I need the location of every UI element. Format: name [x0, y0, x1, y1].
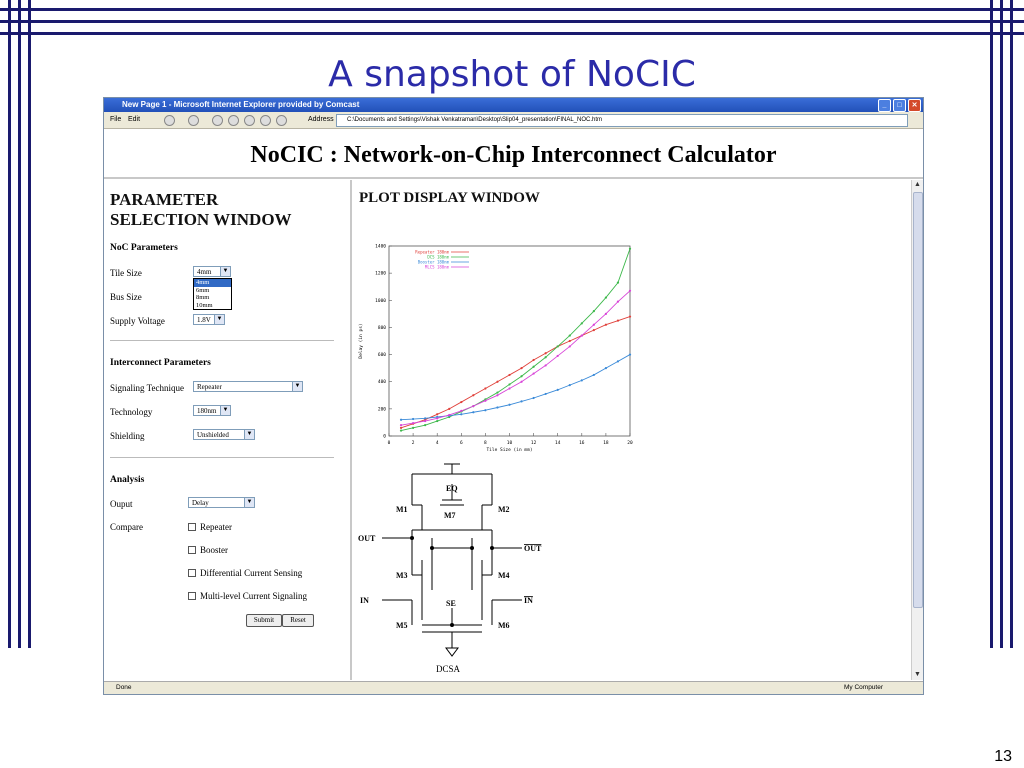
- plot-title: PLOT DISPLAY WINDOW: [359, 190, 540, 206]
- close-button[interactable]: ✕: [908, 99, 921, 112]
- data-point: [472, 394, 474, 396]
- data-point: [460, 401, 462, 403]
- data-point: [533, 359, 535, 361]
- data-point: [593, 324, 595, 326]
- back-icon[interactable]: [164, 115, 175, 126]
- x-tick-label: 14: [554, 441, 561, 446]
- data-point: [508, 374, 510, 376]
- shielding-select[interactable]: [193, 429, 255, 440]
- dropdown-option[interactable]: 10mm: [196, 301, 213, 309]
- window-title: New Page 1 - Microsoft Internet Explorer provided by Comcast: [122, 100, 360, 109]
- circuit-label-in-bar: IN: [524, 596, 533, 605]
- data-point: [533, 397, 535, 399]
- circuit-label-m3: M3: [396, 571, 408, 580]
- supply-voltage-label: Supply Voltage: [110, 316, 165, 326]
- y-tick-label: 400: [377, 380, 386, 386]
- slide-title: A snapshot of NoCIC: [328, 54, 696, 95]
- data-point: [569, 334, 571, 336]
- data-point: [412, 422, 414, 424]
- data-point: [484, 400, 486, 402]
- data-point: [400, 424, 402, 426]
- data-point: [496, 394, 498, 396]
- data-point: [436, 417, 438, 419]
- circuit-label-se: SE: [446, 599, 456, 608]
- browser-titlebar: [104, 98, 923, 112]
- data-point: [520, 381, 522, 383]
- output-label: Ouput: [110, 499, 133, 509]
- chevron-down-icon: ▼: [220, 267, 230, 276]
- data-point: [496, 406, 498, 408]
- y-axis-label: Delay (in ps): [359, 323, 364, 359]
- data-point: [629, 290, 631, 292]
- technology-value: 180nm: [197, 407, 217, 415]
- data-point: [581, 322, 583, 324]
- data-point: [545, 393, 547, 395]
- checkbox-booster-label: Booster: [200, 545, 228, 555]
- y-tick-label: 800: [377, 325, 386, 331]
- data-point: [581, 379, 583, 381]
- data-point: [617, 282, 619, 284]
- data-point: [629, 248, 631, 250]
- data-point: [605, 313, 607, 315]
- data-point: [557, 345, 559, 347]
- circuit-label-out-bar: OUT: [524, 544, 542, 553]
- checkbox-mlcs-label: Multi-level Current Signaling: [200, 591, 307, 601]
- checkbox-dcs[interactable]: [188, 569, 196, 577]
- data-point: [436, 413, 438, 415]
- x-tick-label: 10: [506, 441, 513, 446]
- technology-select[interactable]: [193, 405, 231, 416]
- data-point: [617, 360, 619, 362]
- data-point: [460, 413, 462, 415]
- browser-toolbar: [104, 112, 923, 129]
- legend-entry: MLCS 180nm: [424, 264, 449, 270]
- supply-voltage-select[interactable]: [193, 314, 225, 325]
- data-point: [484, 409, 486, 411]
- plot-frame: [389, 246, 630, 436]
- dropdown-option[interactable]: 8mm: [196, 294, 210, 301]
- forward-icon[interactable]: [188, 115, 199, 126]
- x-tick-label: 16: [579, 441, 585, 446]
- y-tick-label: 0: [383, 434, 386, 440]
- data-point: [605, 324, 607, 326]
- dropdown-option[interactable]: 6mm: [196, 286, 210, 294]
- circuit-label-m6: M6: [498, 621, 510, 630]
- x-tick-label: 8: [484, 441, 487, 446]
- refresh-icon[interactable]: [228, 115, 239, 126]
- data-point: [581, 334, 583, 336]
- left-title-1: PARAMETER: [110, 190, 219, 209]
- signaling-select[interactable]: [193, 381, 303, 392]
- data-point: [569, 345, 571, 347]
- data-point: [424, 420, 426, 422]
- data-point: [545, 352, 547, 354]
- data-point: [508, 387, 510, 389]
- data-point: [508, 404, 510, 406]
- history-icon[interactable]: [276, 115, 287, 126]
- data-point: [436, 420, 438, 422]
- circuit-label-m1: M1: [396, 505, 408, 514]
- data-point: [520, 367, 522, 369]
- data-point: [617, 301, 619, 303]
- address-label: Address: [308, 116, 334, 123]
- data-point: [448, 414, 450, 416]
- data-point: [496, 391, 498, 393]
- scroll-thumb[interactable]: [913, 192, 923, 608]
- noc-heading: NoC Parameters: [110, 243, 178, 253]
- x-axis-label: Tile Size (in mm): [486, 448, 533, 453]
- maximize-button[interactable]: □: [893, 99, 906, 112]
- circuit-label-eq: EQ: [446, 484, 458, 493]
- data-point: [593, 310, 595, 312]
- status-text: Done: [116, 684, 132, 691]
- tile-size-dropdown: [193, 278, 232, 310]
- signaling-value: Repeater: [197, 383, 222, 391]
- output-value: Delay: [192, 499, 209, 507]
- bus-size-label: Bus Size: [110, 292, 142, 302]
- data-point: [496, 381, 498, 383]
- data-point: [545, 356, 547, 358]
- circuit-label-m2: M2: [498, 505, 510, 514]
- scroll-up-icon[interactable]: ▲: [914, 181, 921, 188]
- series-line: [401, 291, 630, 425]
- parameter-pane: [104, 180, 352, 680]
- checkbox-mlcs[interactable]: [188, 592, 196, 600]
- left-title-2: SELECTION WINDOW: [110, 210, 292, 229]
- y-tick-label: 1000: [375, 298, 386, 304]
- chevron-down-icon: ▼: [292, 382, 302, 391]
- submit-button[interactable]: Submit: [246, 614, 282, 627]
- technology-label: Technology: [110, 407, 153, 417]
- y-tick-label: 600: [377, 353, 386, 359]
- analysis-heading: Analysis: [110, 475, 145, 485]
- data-point: [629, 315, 631, 317]
- y-tick-label: 1200: [375, 271, 386, 277]
- status-bar: [104, 681, 923, 694]
- tile-size-select[interactable]: [193, 266, 231, 277]
- checkbox-dcs-label: Differential Current Sensing: [200, 568, 303, 578]
- output-select[interactable]: [188, 497, 255, 508]
- divider: [110, 340, 334, 341]
- data-point: [400, 427, 402, 429]
- data-point: [484, 387, 486, 389]
- x-tick-label: 0: [387, 441, 391, 446]
- compare-label: Compare: [110, 522, 143, 532]
- dropdown-option[interactable]: 4mm: [194, 279, 231, 287]
- supply-voltage-value: 1.8V: [197, 316, 211, 324]
- data-point: [472, 405, 474, 407]
- delay-chart: [352, 240, 642, 460]
- dcsa-circuit: [352, 460, 572, 678]
- circuit-label-in: IN: [360, 596, 369, 605]
- data-point: [400, 419, 402, 421]
- data-point: [424, 424, 426, 426]
- data-point: [617, 320, 619, 322]
- legend-entry: DCS 180nm: [427, 254, 449, 260]
- data-point: [520, 375, 522, 377]
- data-point: [533, 366, 535, 368]
- x-tick-label: 6: [459, 441, 463, 446]
- series-line: [401, 355, 630, 420]
- data-point: [400, 429, 402, 431]
- chevron-down-icon: ▼: [220, 406, 230, 415]
- minimize-button[interactable]: _: [878, 99, 891, 112]
- menu-edit[interactable]: Edit: [128, 116, 141, 123]
- legend-entry: Booster 180nm: [417, 259, 449, 265]
- series-line: [401, 317, 630, 428]
- address-input[interactable]: C:\Documents and Settings\Vishak Venkatraman\Desktop\Slip04_presentation\FINAL_NOC.htm: [336, 114, 908, 127]
- x-tick-label: 2: [411, 441, 415, 446]
- y-tick-label: 1400: [375, 244, 386, 250]
- data-point: [569, 384, 571, 386]
- circuit-label-out: OUT: [358, 534, 376, 543]
- data-point: [472, 411, 474, 413]
- checkbox-repeater[interactable]: [188, 523, 196, 531]
- data-point: [557, 389, 559, 391]
- data-point: [593, 374, 595, 376]
- signaling-label: Signaling Technique: [110, 383, 184, 393]
- x-tick-label: 4: [435, 441, 439, 446]
- data-point: [629, 353, 631, 355]
- data-point: [557, 355, 559, 357]
- menu-file[interactable]: File: [110, 116, 122, 123]
- stop-icon[interactable]: [212, 115, 223, 126]
- circuit-label-m7: M7: [444, 511, 456, 520]
- data-point: [508, 383, 510, 385]
- data-point: [424, 417, 426, 419]
- checkbox-repeater-label: Repeater: [200, 522, 232, 532]
- data-point: [533, 372, 535, 374]
- circuit-caption: DCSA: [436, 664, 461, 674]
- data-point: [593, 329, 595, 331]
- divider: [110, 457, 334, 458]
- circuit-label-m4: M4: [498, 571, 510, 580]
- data-point: [569, 340, 571, 342]
- home-icon[interactable]: [244, 115, 255, 126]
- data-point: [520, 400, 522, 402]
- scroll-down-icon[interactable]: ▼: [914, 671, 921, 678]
- plot-pane: [352, 180, 910, 680]
- circuit-label-m5: M5: [396, 621, 408, 630]
- x-tick-label: 12: [530, 441, 537, 446]
- chevron-down-icon: ▼: [244, 430, 254, 439]
- x-tick-label: 18: [603, 441, 609, 446]
- data-point: [545, 364, 547, 366]
- chevron-down-icon: ▼: [244, 498, 254, 507]
- reset-button[interactable]: Reset: [282, 614, 314, 627]
- tile-size-value: 4mm: [197, 268, 212, 276]
- shielding-label: Shielding: [110, 431, 145, 441]
- checkbox-booster[interactable]: [188, 546, 196, 554]
- browser-window: [103, 97, 924, 695]
- y-tick-label: 200: [377, 407, 386, 413]
- favorites-icon[interactable]: [260, 115, 271, 126]
- chevron-down-icon: ▼: [214, 315, 224, 324]
- slide-number: 13: [994, 748, 1012, 765]
- data-point: [605, 296, 607, 298]
- interconnect-heading: Interconnect Parameters: [110, 358, 211, 368]
- shielding-value: Unshielded: [197, 431, 229, 439]
- data-point: [460, 410, 462, 412]
- legend-entry: Repeater 180nm: [415, 249, 449, 255]
- x-tick-label: 20: [627, 441, 633, 446]
- data-point: [605, 367, 607, 369]
- vertical-scrollbar[interactable]: [911, 180, 923, 680]
- data-point: [412, 427, 414, 429]
- zone-text: My Computer: [844, 684, 884, 691]
- tile-size-label: Tile Size: [110, 268, 142, 278]
- data-point: [448, 408, 450, 410]
- data-point: [412, 418, 414, 420]
- page-header: NoCIC : Network-on-Chip Interconnect Calculator: [104, 129, 923, 179]
